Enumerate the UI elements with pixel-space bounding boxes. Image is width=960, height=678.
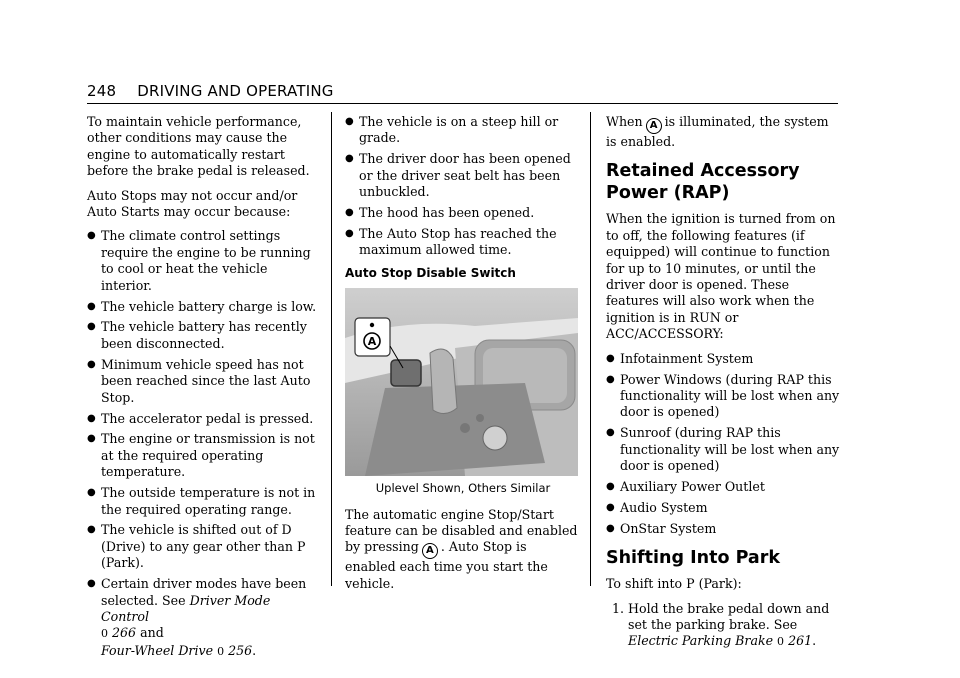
- page-ref-number[interactable]: 266: [112, 625, 137, 641]
- list-item: ● The engine or transmission is not at the required operating temperature.: [87, 431, 315, 480]
- page-number: 248: [87, 82, 117, 100]
- bullet-icon: ●: [606, 522, 615, 534]
- paragraph: When A is illuminated, the system is enabled.: [606, 114, 829, 149]
- list-item: ● The outside temperature is not in the required operating range.: [87, 485, 316, 517]
- page-ref-number[interactable]: 261: [788, 633, 813, 649]
- bullet-icon: ●: [87, 433, 96, 445]
- bullet-icon: ●: [87, 412, 96, 424]
- bullet-icon: ●: [606, 352, 615, 364]
- section-title: DRIVING AND OPERATING: [137, 82, 334, 100]
- bullet-icon: ●: [87, 321, 96, 333]
- list-item: ● The vehicle is shifted out of D (Drive) to any gear other than P (Park).: [87, 522, 306, 571]
- paragraph: To shift into P (Park):: [606, 576, 742, 592]
- step-item: 1. Hold the brake pedal down and set the parking brake. See Electric Parking Brake 0 261.: [612, 600, 830, 649]
- bullet-list: [87, 228, 322, 660]
- list-item: ● The vehicle is on a steep hill or grade.: [345, 114, 559, 146]
- list-item: ● The Auto Stop has reached the maximum allowed time.: [345, 225, 557, 258]
- list-item: ● Auxiliary Power Outlet: [606, 479, 765, 494]
- column-divider-2: [590, 112, 591, 586]
- page-ref-icon: 0: [217, 644, 225, 658]
- header-rule: [87, 103, 838, 104]
- page-ref-icon: 0: [101, 627, 108, 641]
- list-item: ● The vehicle battery has recently been disconnected.: [87, 319, 307, 351]
- bullet-icon: ●: [87, 358, 96, 370]
- column-3: [606, 114, 842, 655]
- svg-text:A: A: [367, 335, 377, 349]
- column-1: [87, 114, 322, 665]
- bullet-icon: ●: [87, 487, 96, 499]
- bullet-icon: ●: [606, 501, 615, 513]
- bullet-icon: ●: [87, 230, 96, 242]
- page-header: [87, 82, 334, 100]
- cross-reference-link[interactable]: Electric Parking Brake: [628, 633, 774, 649]
- list-item: ● The climate control settings require the engine to be running to cool or heat the vehicle interior.: [87, 228, 311, 293]
- bullet-list: [606, 351, 842, 538]
- list-item: ● The vehicle battery charge is low.: [87, 298, 317, 314]
- page-ref-number[interactable]: 256: [228, 642, 253, 658]
- list-item: ● Infotainment System: [606, 350, 754, 366]
- paragraph: To maintain vehicle performance, other conditions may cause the engine to automatically restart before the brake pedal is released.: [87, 114, 310, 179]
- bullet-icon: ●: [87, 578, 96, 590]
- paragraph: The automatic engine Stop/Start feature can be disabled and enabled by pressing A . Auto Stop is enabled each time you start the vehicle.: [345, 506, 578, 591]
- subheading: Auto Stop Disable Switch: [345, 265, 516, 280]
- bullet-icon: ●: [87, 524, 96, 536]
- console-illustration: [345, 288, 578, 476]
- paragraph: Auto Stops may not occur and/or Auto Starts may occur because:: [87, 187, 298, 220]
- bullet-icon: ●: [606, 373, 615, 385]
- list-item: ● Minimum vehicle speed has not been reached since the last Auto Stop.: [87, 356, 311, 405]
- bullet-icon: ●: [345, 116, 354, 127]
- auto-stop-a-icon: A: [422, 543, 438, 559]
- page-ref-icon: 0: [777, 635, 785, 649]
- paragraph: When the ignition is turned from on to off, the following features (if equipped) will continue to function for up to 10 minutes, or until the driver door is opened. These features will also work when the ignition is in RUN or ACC/ACCESSORY:: [606, 211, 836, 342]
- auto-stop-a-icon: A: [646, 118, 662, 134]
- bullet-list: [345, 114, 581, 259]
- column-divider-1: [331, 112, 332, 586]
- bullet-icon: ●: [345, 153, 354, 165]
- cross-reference-link[interactable]: Four-Wheel Drive: [101, 642, 214, 658]
- bullet-icon: ●: [87, 300, 96, 312]
- bullet-icon: ●: [345, 207, 354, 219]
- list-item: ● Audio System: [606, 499, 708, 515]
- cross-reference-link[interactable]: Driver Mode Control: [101, 592, 271, 624]
- list-item: ● The driver door has been opened or the driver seat belt has been unbuckled.: [345, 151, 571, 200]
- column-2: [345, 114, 581, 600]
- figure-caption: Uplevel Shown, Others Similar: [375, 481, 551, 496]
- bullet-icon: ●: [345, 227, 354, 239]
- section-heading: Retained Accessory Power (RAP): [606, 161, 800, 204]
- list-item: ● The accelerator pedal is pressed.: [87, 410, 314, 426]
- bullet-icon: ●: [606, 481, 615, 492]
- step-list: [606, 601, 842, 651]
- list-item: ● Certain driver modes have been selected. See Driver Mode Control 0 266 and Four-Wheel Drive 0 256.: [87, 576, 307, 658]
- section-heading: Shifting Into Park: [606, 548, 781, 569]
- list-item: ● The hood has been opened.: [345, 205, 535, 221]
- list-item: ● Power Windows (during RAP this functionality will be lost when any door is opened): [606, 371, 840, 420]
- list-item: ● OnStar System: [606, 520, 717, 536]
- list-item: ● Sunroof (during RAP this functionality will be lost when any door is opened): [606, 425, 840, 474]
- step-number: 1.: [612, 600, 625, 616]
- bullet-icon: ●: [606, 427, 615, 439]
